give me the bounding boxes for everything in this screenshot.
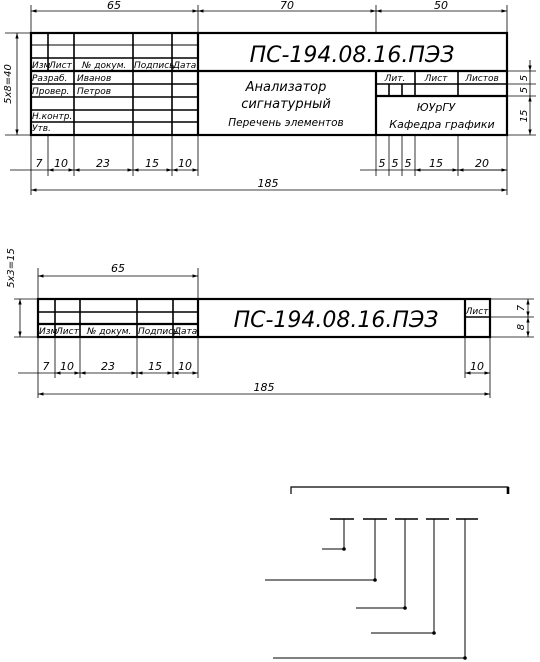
dim-5c: 5 (378, 157, 386, 170)
stamp1-title-line-3: Перечень элементов (228, 117, 344, 129)
dim-50: 50 (434, 0, 448, 12)
dim2-185: 185 (253, 381, 275, 394)
dim2-10a: 10 (60, 360, 74, 373)
stamp1-header-izm: Изм (32, 61, 51, 71)
stamp2-designation: ПС-194.08.16.ПЭЗ (233, 308, 439, 333)
dim2-7: 7 (42, 360, 50, 373)
stamp1-org: ЮУрГУ (416, 101, 456, 114)
stamp2-header-sign: Подпись (138, 327, 179, 337)
stamp1-role-approved: Утв. (32, 124, 51, 134)
stamp1-col-sheet: Лист (424, 74, 448, 84)
stamp2-header-doc: № докум. (87, 327, 132, 337)
stamp2-header-date: Дата (174, 327, 198, 337)
stamp1-dept: Кафедра графики (389, 118, 495, 131)
leader-line-diagram (265, 487, 508, 660)
dim-20: 20 (475, 157, 489, 170)
dim-185a: 185 (257, 177, 279, 190)
stamp2-sheet-label: Лист (465, 307, 489, 317)
dim-10b: 10 (178, 157, 192, 170)
title-block-continuation (38, 299, 490, 337)
stamp1-name-developer: Иванов (77, 74, 112, 84)
dim-7: 7 (35, 157, 43, 170)
dim-65: 65 (107, 0, 121, 12)
stamp1-title-line-1: Анализатор (245, 80, 327, 95)
dim-5x8: 5x8=40 (3, 64, 14, 104)
stamp1-designation: ПС-194.08.16.ПЭЗ (249, 43, 455, 68)
dim-70: 70 (280, 0, 294, 12)
dim2-15: 15 (148, 360, 162, 373)
dim-15b: 15 (429, 157, 443, 170)
dim-23: 23 (96, 157, 110, 170)
title-block-main (31, 33, 507, 135)
dim-5e: 5 (404, 157, 412, 170)
stamp1-header-date: Дата (173, 61, 197, 71)
dim-right-5a: 5 (519, 74, 530, 82)
bracket-line (291, 487, 508, 494)
stamp1-header-doc: № докум. (82, 61, 127, 71)
stamp1-role-developer: Разраб. (32, 74, 68, 84)
stamp1-header-list: Лист (49, 61, 72, 71)
stamp2-header-list: Лист (56, 327, 79, 337)
dim2-10c: 10 (470, 360, 484, 373)
dim2-5x3: 5x3=15 (6, 248, 17, 288)
dim2-65: 65 (111, 262, 125, 275)
dim-right-5b: 5 (519, 86, 530, 94)
stamp1-col-sheets: Листов (465, 74, 499, 84)
stamp2-header-izm: Изм (39, 327, 58, 337)
dim-right-15: 15 (519, 109, 530, 123)
dim-10a: 10 (54, 157, 68, 170)
dim2-right-8: 8 (516, 323, 527, 331)
dim2-right-7: 7 (516, 304, 527, 312)
dim-5d: 5 (391, 157, 399, 170)
dim-15a: 15 (145, 157, 159, 170)
dim2-10b: 10 (178, 360, 192, 373)
dim2-23: 23 (101, 360, 115, 373)
stamp1-title-line-2: сигнатурный (241, 97, 331, 112)
stamp1-role-checker: Провер. (32, 87, 70, 97)
stamp1-role-normcontrol: Н.контр. (32, 112, 73, 122)
stamp1-header-sign: Подпись (134, 61, 175, 71)
stamp1-name-checker: Петров (77, 87, 112, 97)
stamp1-col-lit: Лит. (384, 74, 406, 84)
